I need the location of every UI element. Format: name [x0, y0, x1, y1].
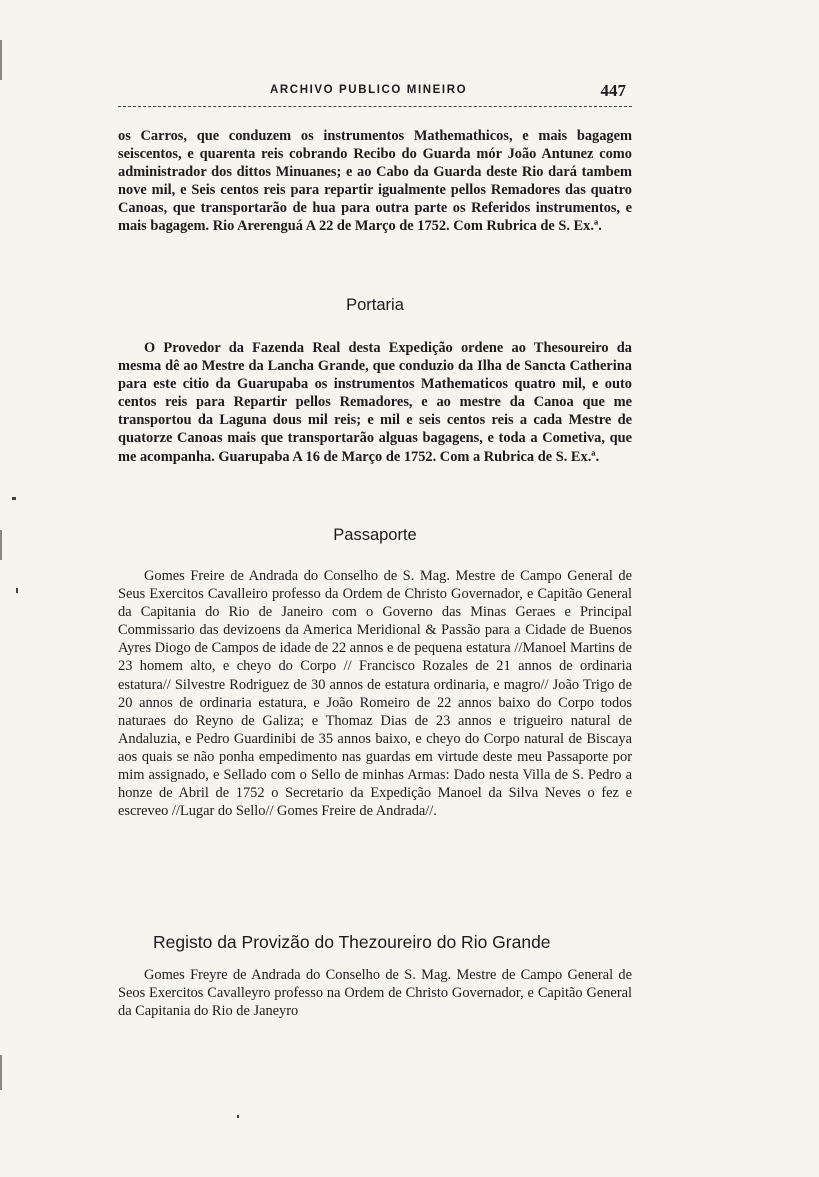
- scan-speck: [237, 1115, 239, 1118]
- scan-edge-mark: [0, 530, 2, 560]
- paragraph-text: O Provedor da Fazenda Real desta Expedição ordene ao Thesoureiro da mesma dê ao Mestre da Lancha Grande, que conduzio da Ilha de Sancta Catherina para este citio da Guarupaba os instrumentos Mathematicos quatro mil, e outo centos reis para Repartir pellos Remadores, e ao mestre da Canoa que me transportou da Laguna dous mil reis; e mil e seis centos reis a cada Mestre de quatorze Canoas mais que transportarão alguas bagagens, e toda a Cometiva, que me acompanha. Guarupaba A 16 de Março de 1752. Com a Rubrica de S. Ex.ª.: [118, 340, 632, 465]
- scan-speck: [16, 588, 18, 593]
- section-heading-passaporte: Passaporte: [333, 526, 417, 544]
- continuation-paragraph: [118, 127, 632, 236]
- section-heading-portaria: Portaria: [346, 296, 404, 314]
- header-rule: [118, 106, 632, 107]
- section-heading-registo: Registo da Provizão do Thezoureiro do Rio Grande: [153, 932, 551, 952]
- running-title: ARCHIVO PUBLICO MINEIRO: [270, 84, 468, 96]
- running-header: [118, 82, 632, 106]
- scan-edge-mark: [0, 40, 2, 80]
- scan-speck: [12, 497, 16, 500]
- page-number: 447: [600, 81, 626, 100]
- scan-edge-mark: [0, 1055, 2, 1090]
- passaporte-paragraph: [118, 567, 632, 820]
- paragraph-text: Gomes Freire de Andrada do Conselho de S. Mag. Mestre de Campo General de Seus Exercitos Cavalleiro professo da Ordem de Christo Governador, e Capitão General da Capitania do Rio de Janeiro com o Governo das Minas Geraes e Principal Commissario das devizoens da America Meridional & Passão para a Cidade de Buenos Ayres Diogo de Campos de idade de 22 annos e de pequena estatura //Manoel Martins de 23 homem alto, e cheyo do Corpo // Francisco Rozales de 21 annos de ordinaria estatura// Silvestre Rodriguez de 30 annos de estatura ordinaria, e magro// João Trigo de 20 annos de ordinaria estatura, e João Romeiro de 22 annos baixo do Corpo todos naturaes do Reyno de Galiza; e Thomaz Dias de 23 annos e trigueiro natural de Andaluzia, e Pedro Guardinibi de 35 annos baixo, e cheyo do Corpo natural de Biscaya aos quais se não ponha empedimento nas guardas em virtude deste meu Passaporte por mim assignado, e Sellado com o Sello de minhas Armas: Dado nesta Villa de S. Pedro a honze de Abril de 1752 o Secretario da Expedição Manoel da Silva Neves o fez e escreveo //Lugar do Sello// Gomes Freire de Andrada//.: [118, 568, 632, 820]
- portaria-paragraph: [118, 339, 632, 466]
- paragraph-text: os Carros, que conduzem os instrumentos Mathemathicos, e mais bagagem seiscentos, e quarenta reis cobrando Recibo do Guarda mór João Antunez como administrador dos dittos Minuanes; e ao Cabo da Guarda deste Rio dará tambem nove mil, e Seis centos reis para repartir igualmente pellos Remadores das quatro Canoas, que transportarão de hua para outra parte os Referidos instrumentos, e mais bagagem. Rio Arerenguá A 22 de Março de 1752. Com Rubrica de S. Ex.ª.: [118, 128, 632, 235]
- paragraph-text: Gomes Freyre de Andrada do Conselho de S. Mag. Mestre de Campo General de Seos Exercitos Cavalleyro professo na Ordem de Christo Governador, e Capitão General da Capitania do Rio de Janeyro: [118, 967, 632, 1020]
- registo-paragraph: [118, 966, 632, 1020]
